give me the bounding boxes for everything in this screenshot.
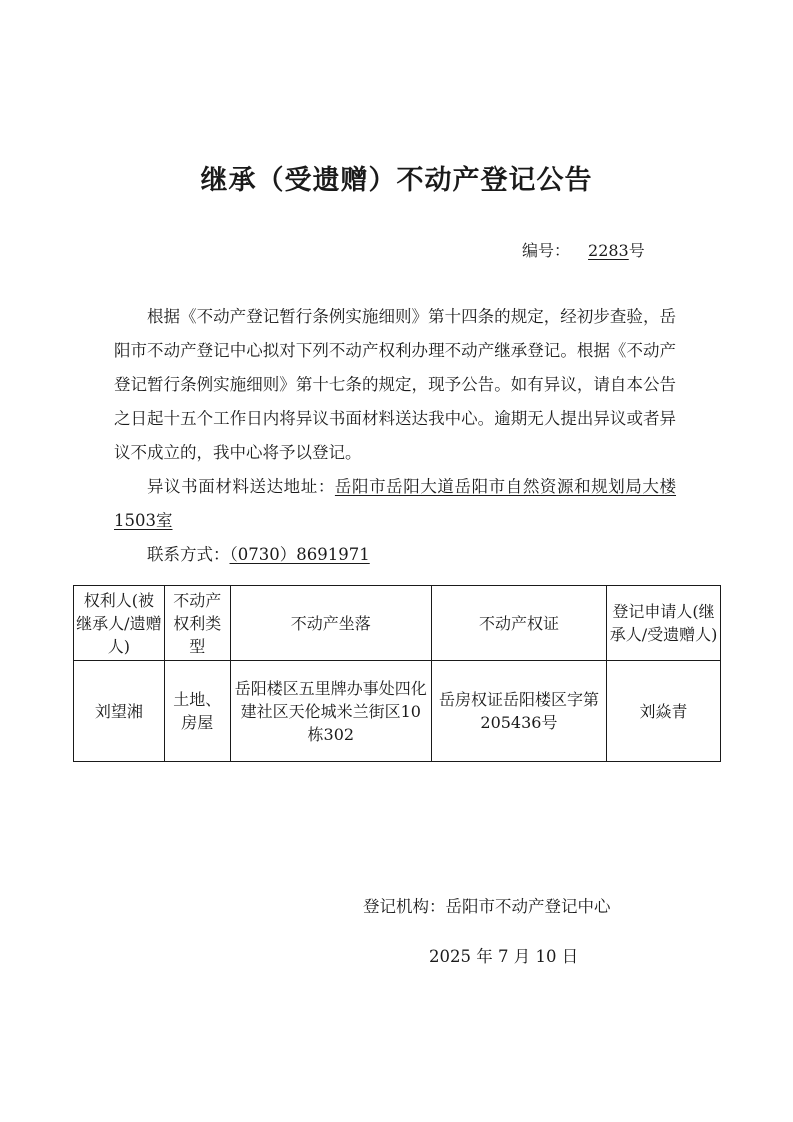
header-applicant: 登记申请人(继承人/受遗赠人) xyxy=(607,586,721,661)
notice-date: 2025 年 7 月 10 日 xyxy=(429,947,579,966)
registration-organization: 登记机构：岳阳市不动产登记中心 xyxy=(363,897,611,916)
contact-info xyxy=(114,538,676,572)
notice-body xyxy=(114,300,676,572)
table-header-row xyxy=(74,586,721,661)
contact-label: 联系方式： xyxy=(147,545,230,564)
header-right-holder: 权利人(被继承人/遗赠人) xyxy=(74,586,165,661)
address-label: 异议书面材料送达地址： xyxy=(147,477,335,496)
header-right-type: 不动产权利类型 xyxy=(164,586,230,661)
table-row xyxy=(74,661,721,762)
document-number-value: 2283 xyxy=(588,241,629,260)
header-location: 不动产坐落 xyxy=(230,586,431,661)
contact-value: （0730）8691971 xyxy=(229,545,370,564)
notice-paragraph: 根据《不动产登记暂行条例实施细则》第十四条的规定，经初步查验，岳阳市不动产登记中心拟对下列不动产权利办理不动产继承登记。根据《不动产登记暂行条例实施细则》第十七条的规定，现予公告。如有异议，请自本公告之日起十五个工作日内将异议书面材料送达我中心。逾期无人提出异议或者异议不成立的，我中心将予以登记。 xyxy=(114,307,676,462)
page-title: 继承（受遗赠）不动产登记公告 xyxy=(200,165,593,196)
cell-right-holder: 刘望湘 xyxy=(74,661,165,762)
cell-applicant: 刘焱青 xyxy=(607,661,721,762)
document-number xyxy=(522,238,645,261)
document-number-suffix: 号 xyxy=(628,241,645,260)
property-table xyxy=(73,585,721,762)
document-number-label: 编号： xyxy=(522,241,571,260)
cell-location: 岳阳楼区五里牌办事处四化建社区天伦城米兰街区10栋302 xyxy=(230,661,431,762)
header-certificate: 不动产权证 xyxy=(431,586,606,661)
cell-certificate: 岳房权证岳阳楼区字第205436号 xyxy=(431,661,606,762)
address-value: 岳阳市岳阳大道岳阳市自然资源和规划局大楼1503室 xyxy=(114,477,677,530)
objection-address xyxy=(114,470,676,538)
cell-right-type: 土地、房屋 xyxy=(164,661,230,762)
